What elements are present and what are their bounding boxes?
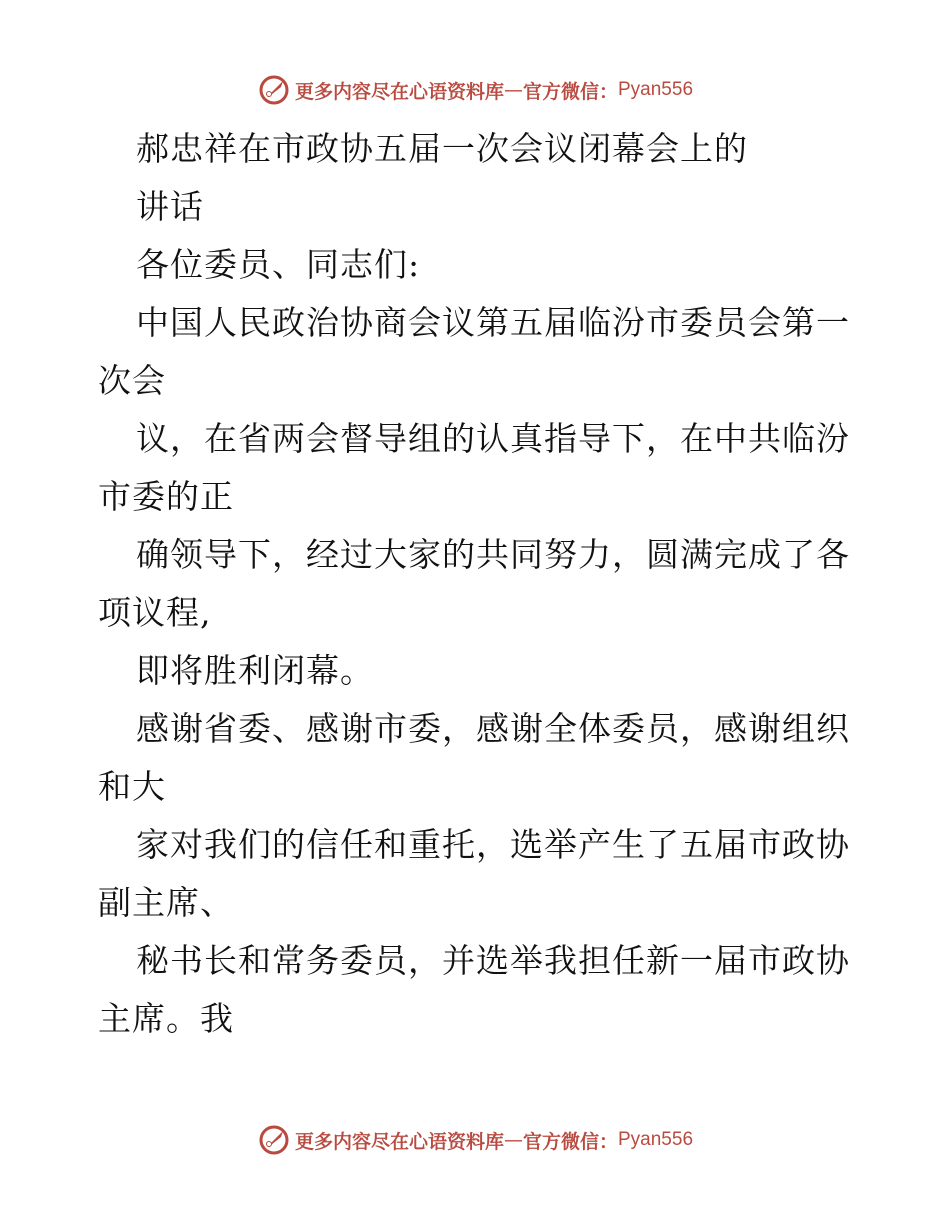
banner-separator: — [503, 1129, 523, 1151]
paragraph-line: 秘书长和常务委员，并选举我担任新一届市政协 [136, 941, 850, 980]
banner-separator: — [503, 79, 523, 101]
paragraph-line: 感谢省委、感谢市委，感谢全体委员，感谢组织 [136, 709, 850, 748]
paragraph-line: 议，在省两会督导组的认真指导下，在中共临汾 [136, 419, 850, 458]
quill-circle-logo-icon [257, 1123, 291, 1157]
paragraph-line: 家对我们的信任和重托，选举产生了五届市政协 [136, 825, 850, 864]
banner-wechat-label: 官方微信： [522, 80, 618, 103]
banner-text: 更多内容尽在心语资料库 [294, 1130, 504, 1153]
paragraph-line: 项议程, [98, 593, 212, 632]
paragraph-line: 和大 [98, 767, 166, 806]
paragraph-line: 副主席、 [98, 883, 234, 922]
banner-text: 更多内容尽在心语资料库 [294, 80, 504, 103]
footer-banner [0, 1120, 950, 1160]
banner-wechat-label: 官方微信： [522, 1130, 618, 1153]
paragraph-line: 中国人民政治协商会议第五届临汾市委员会第一 [136, 303, 850, 342]
header-banner [0, 70, 950, 110]
paragraph-line: 即将胜利闭幕。 [136, 651, 374, 690]
banner-wechat-id: Pyan556 [618, 1129, 694, 1150]
document-body [98, 120, 858, 1048]
salutation: 各位委员、同志们: [136, 245, 421, 284]
banner-wechat-id: Pyan556 [618, 79, 694, 100]
title-line-2: 讲话 [136, 187, 204, 226]
paragraph-line: 主席。我 [98, 999, 234, 1038]
paragraph-line: 市委的正 [98, 477, 234, 516]
paragraph-line: 次会 [98, 361, 166, 400]
paragraph-line: 确领导下，经过大家的共同努力，圆满完成了各 [136, 535, 850, 574]
quill-circle-logo-icon [257, 73, 291, 107]
title-line-1: 郝忠祥在市政协五届一次会议闭幕会上的 [136, 129, 748, 168]
